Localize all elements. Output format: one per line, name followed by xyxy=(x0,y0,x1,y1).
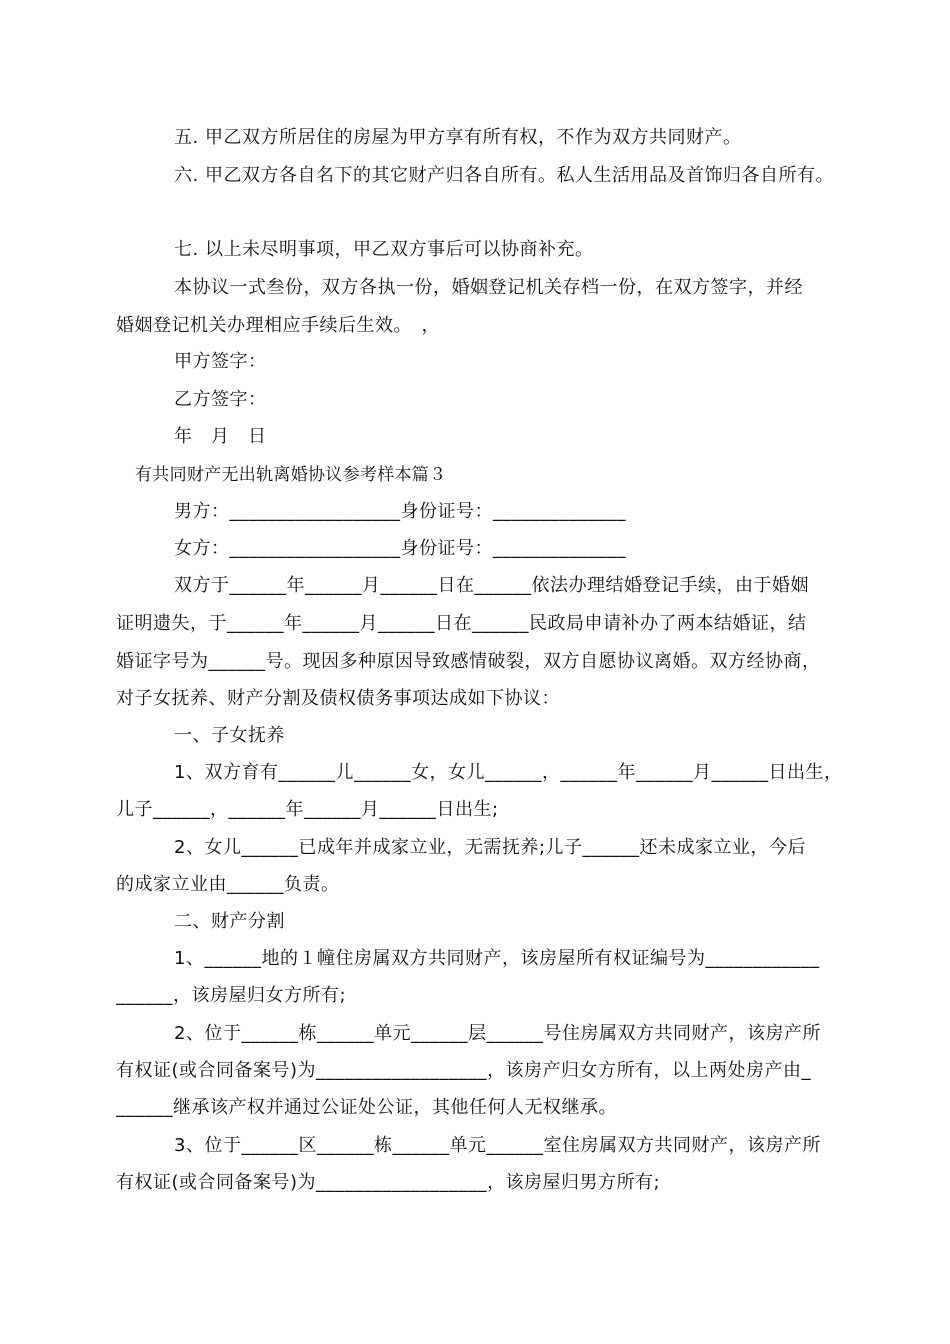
party-a-signature-label: 甲方签字： xyxy=(174,351,267,372)
section-title: 有共同财产无出轨离婚协议参考样本篇３ xyxy=(135,465,447,485)
property-clause-1-line-2: ______，该房屋归女方所有; xyxy=(116,985,347,1006)
intro-paragraph-line-1: 双方于______年______月______日在______依法办理结婚登记手续，由于婚姻 xyxy=(174,575,809,596)
child-clause-2-line-1: 2、女儿______已成年并成家立业，无需抚养;儿子______还未成家立业，今后 xyxy=(174,837,807,858)
property-clause-1-line-1: 1、______地的１幢住房属双方共同财产，该房屋所有权证编号为____________ xyxy=(174,948,820,969)
date-label: 年 月 日 xyxy=(174,426,267,447)
copies-paragraph-line-1: 本协议一式叁份，双方各执一份，婚姻登记机关存档一份，在双方签字，并经 xyxy=(174,277,803,298)
property-clause-2-line-1: 2、位于______栋______单元______层______号住房属双方共同财产，该房产所 xyxy=(174,1023,821,1044)
intro-paragraph-line-3: 婚证字号为______号。现因多种原因导致感情破裂，双方自愿协议离婚。双方经协商， xyxy=(116,651,821,672)
property-clause-2-line-2: 有权证(或合同备案号)为__________________，该房产归女方所有，以上两处房产由_ xyxy=(116,1060,812,1081)
property-clause-3-line-1: 3、位于______区______栋______单元______室住房属双方共同财产，该房产所 xyxy=(174,1135,821,1156)
heading-property-division: 二、财产分割 xyxy=(174,911,285,932)
child-clause-2-line-2: 的成家立业由______负责。 xyxy=(116,874,340,895)
property-clause-2-line-3: ______继承该产权并通过公证处公证，其他任何人无权继承。 xyxy=(116,1097,617,1118)
heading-child-support: 一、子女抚养 xyxy=(174,725,285,746)
male-party-line: 男方：__________________身份证号：______________ xyxy=(174,501,626,522)
clause-5: 五. 甲乙双方所居住的房屋为甲方享有所有权，不作为双方共同财产。 xyxy=(174,127,742,148)
clause-7: 七. 以上未尽明事项，甲乙双方事后可以协商补充。 xyxy=(174,239,594,260)
copies-paragraph-line-2: 婚姻登记机关办理相应手续后生效。 ， xyxy=(116,315,440,336)
female-party-line: 女方：__________________身份证号：______________ xyxy=(174,538,626,559)
property-clause-3-line-2: 有权证(或合同备案号)为__________________，该房屋归男方所有; xyxy=(116,1172,661,1193)
child-clause-1-line-2: 儿子______，______年______月______日出生; xyxy=(116,799,499,820)
intro-paragraph-line-2: 证明遗失，于______年______月______日在______民政局申请补办了两本结婚证，结 xyxy=(116,613,807,634)
intro-paragraph-line-4: 对子女抚养、财产分割及债权债务事项达成如下协议： xyxy=(116,688,560,709)
clause-6: 六. 甲乙双方各自名下的其它财产归各自所有。私人生活用品及首饰归各自所有。 xyxy=(174,165,834,186)
party-b-signature-label: 乙方签字： xyxy=(174,389,267,410)
child-clause-1-line-1: 1、双方育有______儿______女，女儿______，______年______月______日出生， xyxy=(174,762,843,783)
